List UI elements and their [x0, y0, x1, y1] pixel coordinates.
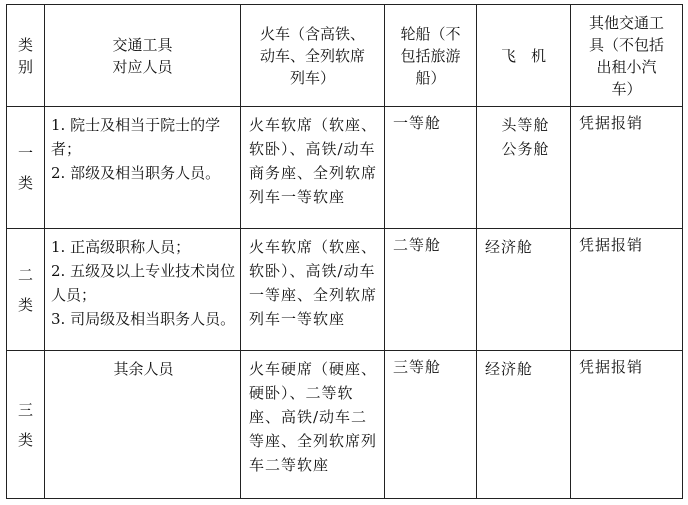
header-row [7, 5, 683, 107]
ship-cell: 一等舱 [385, 107, 477, 229]
other-cell: 凭据报销 [571, 351, 683, 499]
header-train-line: 动车、全列软席 [259, 46, 365, 65]
category-char: 类 [17, 295, 33, 314]
header-ship-line: 包括旅游 [400, 46, 461, 65]
category-cell [7, 229, 45, 351]
train-cell: 火车软席（软座、软卧）、高铁/动车商务座、全列软席列车一等软座 [241, 107, 385, 229]
travel-standards-table [6, 4, 683, 499]
persons-cell [45, 229, 241, 351]
category-char: 二 [17, 265, 33, 284]
plane-cell [477, 351, 571, 499]
category-cell [7, 107, 45, 229]
other-cell: 凭据报销 [571, 107, 683, 229]
header-persons-line: 交通工具 [112, 35, 173, 54]
header-ship-line: 轮船（不 [400, 24, 461, 43]
plane-class: 公务舱 [501, 140, 550, 158]
category-char: 类 [17, 173, 33, 192]
header-train [241, 5, 385, 107]
header-ship-line: 船） [415, 68, 446, 87]
category-cell [7, 351, 45, 499]
header-plane [477, 5, 571, 107]
train-cell: 火车硬席（硬座、硬卧）、二等软座、高铁/动车二等座、全列软席列车二等软座 [241, 351, 385, 499]
header-persons-line: 对应人员 [112, 57, 173, 76]
header-other-line: 车） [611, 79, 642, 98]
header-train-line: 火车（含高铁、 [259, 24, 365, 43]
table-row [7, 107, 683, 229]
plane-class: 头等舱 [501, 116, 550, 134]
plane-class: 经济舱 [485, 360, 534, 378]
header-category-line: 类 [17, 35, 33, 54]
table-row [7, 351, 683, 499]
category-char: 类 [17, 430, 33, 449]
persons-cell [45, 107, 241, 229]
other-cell: 凭据报销 [571, 229, 683, 351]
plane-class: 经济舱 [485, 238, 534, 256]
plane-cell [477, 107, 571, 229]
header-ship [385, 5, 477, 107]
header-persons [45, 5, 241, 107]
header-category [7, 5, 45, 107]
plane-cell [477, 229, 571, 351]
header-plane-label: 飞 机 [500, 46, 546, 65]
header-train-line: 列车） [289, 68, 335, 87]
persons-item: 其余人员 [113, 360, 174, 378]
ship-cell: 三等舱 [385, 351, 477, 499]
header-other-line: 具（不包括 [588, 35, 664, 54]
category-char: 三 [17, 400, 33, 419]
header-other-line: 其他交通工 [588, 13, 664, 32]
header-other-line: 出租小汽 [596, 57, 657, 76]
ship-cell: 二等舱 [385, 229, 477, 351]
persons-item: 2. 五级及以上专业技术岗位人员； [51, 262, 236, 304]
train-cell: 火车软席（软座、软卧）、高铁/动车一等座、全列软席列车一等软座 [241, 229, 385, 351]
persons-item: 3. 司局级及相当职务人员。 [51, 310, 236, 328]
persons-cell [45, 351, 241, 499]
category-char: 一 [17, 143, 33, 162]
persons-item: 1. 院士及相当于院士的学者； [51, 116, 221, 158]
header-category-line: 别 [17, 57, 33, 76]
persons-item: 1. 正高级职称人员； [51, 238, 191, 256]
table-row [7, 229, 683, 351]
persons-item: 2. 部级及相当职务人员。 [51, 164, 221, 182]
header-other [571, 5, 683, 107]
